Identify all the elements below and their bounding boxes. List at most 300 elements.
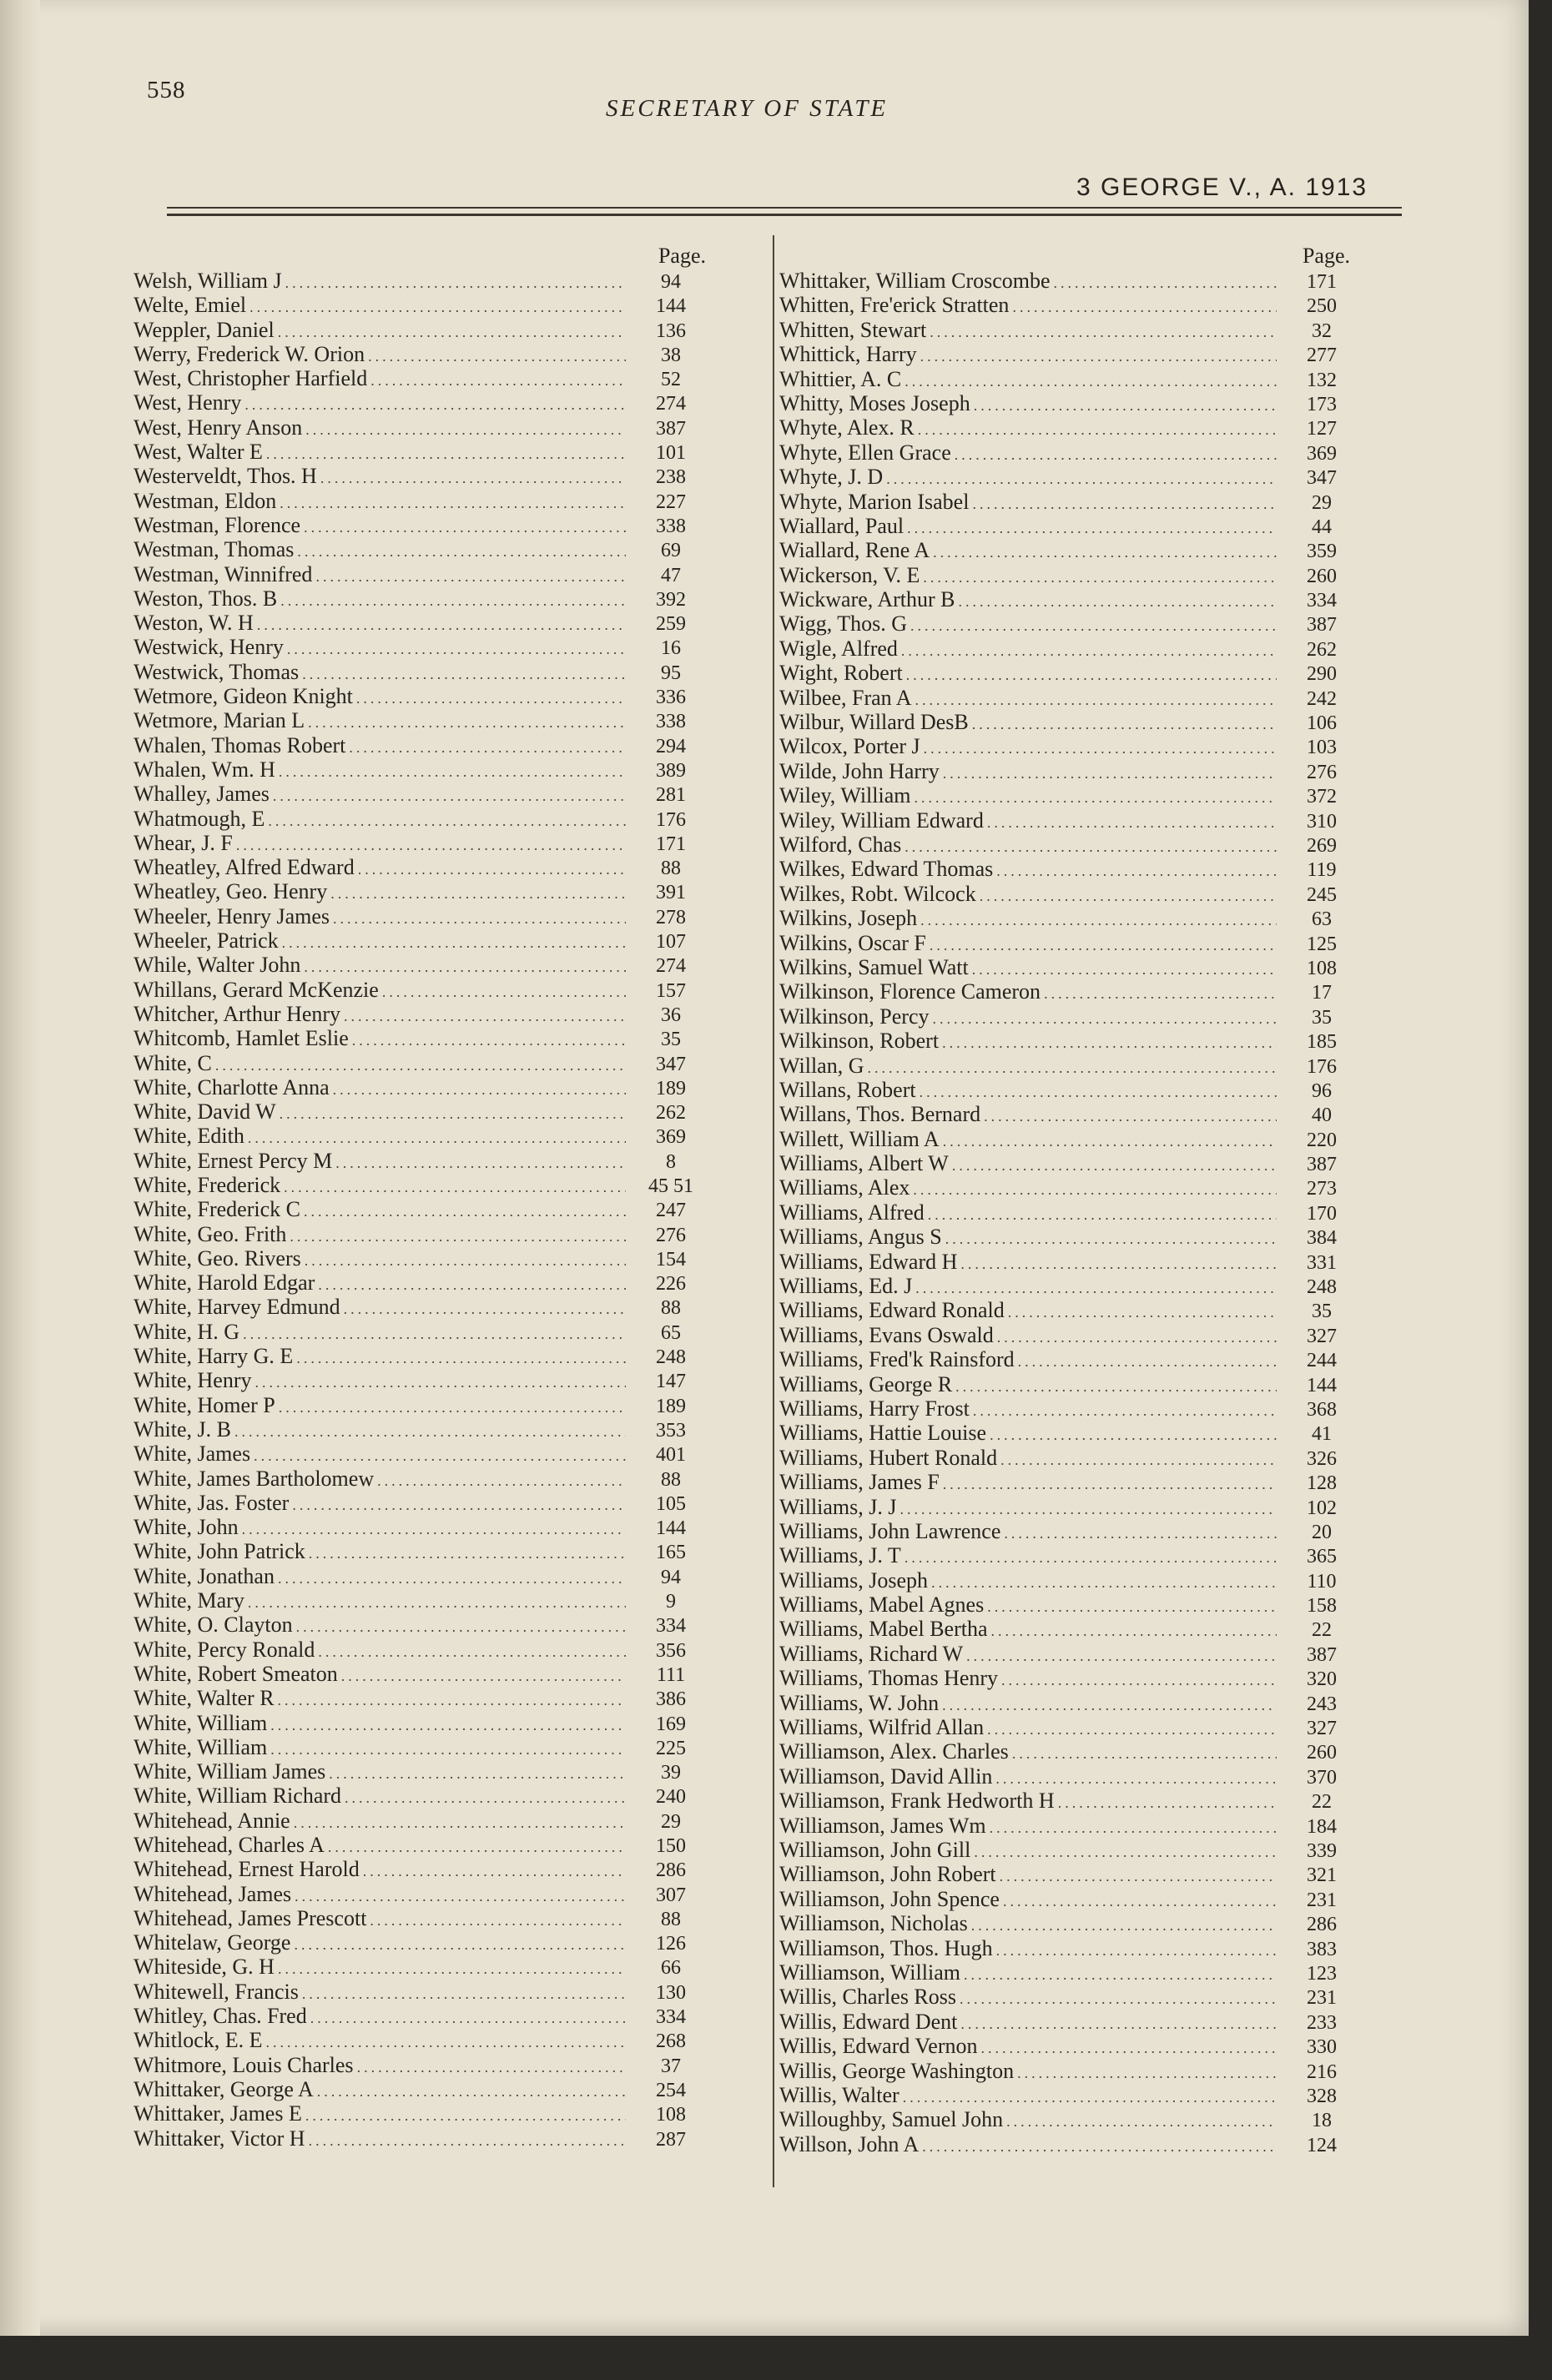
entry-name: Williams, Alfred: [779, 1200, 925, 1225]
dot-leader: [886, 467, 1277, 491]
index-entry: [134, 1368, 709, 1392]
entry-page-number: 189: [656, 1077, 686, 1099]
entry-page-number: 326: [1307, 1447, 1337, 1470]
index-entry: [779, 514, 1360, 538]
index-entry: [134, 1149, 709, 1173]
entry-name: Weppler, Daniel: [134, 317, 275, 342]
index-column-right: [779, 244, 1360, 2156]
entry-name: Whitcomb, Hamlet Eslie: [134, 1026, 349, 1051]
entry-page-number: 41: [1312, 1423, 1332, 1446]
index-entry: [134, 1906, 709, 1930]
entry-name: Whitelaw, George: [134, 1930, 291, 1955]
dot-leader: [945, 1227, 1277, 1251]
entry-page-number: 95: [661, 662, 681, 684]
entry-name: Westman, Thomas: [134, 537, 295, 562]
entry-page-number: 250: [1307, 295, 1337, 318]
index-entry: [779, 1617, 1360, 1641]
index-entry: [779, 1078, 1360, 1102]
dot-leader: [922, 2135, 1277, 2159]
dot-leader: [904, 1546, 1277, 1570]
entry-name: Wilkins, Oscar F: [779, 930, 926, 955]
entry-name: Williams, Angus S: [779, 1225, 942, 1250]
entry-name: Willis, Edward Vernon: [779, 2034, 978, 2059]
entry-name: Wilcox, Porter J: [779, 734, 920, 759]
dot-leader: [368, 345, 626, 369]
entry-page-number: 69: [661, 540, 681, 562]
index-entry: [134, 1759, 709, 1784]
dot-leader: [243, 1322, 626, 1346]
entry-name: Westwick, Henry: [134, 635, 284, 660]
dot-leader: [279, 1396, 626, 1420]
dot-leader: [266, 442, 626, 466]
dot-leader: [930, 933, 1277, 958]
entry-name: White, Edith: [134, 1124, 244, 1149]
entry-name: Willis, George Washington: [779, 2058, 1015, 2083]
dot-leader: [280, 491, 626, 516]
index-entry: [779, 465, 1360, 489]
entry-page-number: 47: [661, 564, 681, 586]
index-entry: [134, 1809, 709, 1833]
entry-name: Whitty, Moses Joseph: [779, 390, 970, 415]
entry-name: Wigle, Alfred: [779, 636, 898, 661]
index-entry: [779, 1029, 1360, 1053]
dot-leader: [278, 1957, 626, 1981]
dot-leader: [995, 1767, 1277, 1791]
entry-name: Whyte, J. D: [779, 465, 884, 490]
entry-page-number: 389: [656, 759, 686, 782]
index-entry: [134, 1222, 709, 1246]
index-entries-right: [779, 269, 1360, 2156]
index-entry: [779, 1274, 1360, 1298]
index-entry: [134, 1955, 709, 1979]
entry-name: Westman, Winnifred: [134, 561, 313, 586]
index-entry: [779, 1323, 1360, 1347]
entry-page-number: 35: [1312, 1301, 1332, 1323]
dot-leader: [1003, 1889, 1277, 1914]
entry-name: Wetmore, Marian L: [134, 708, 305, 733]
header-rule: [167, 207, 1402, 209]
entry-page-number: 9: [666, 1591, 676, 1613]
index-entry: [779, 1543, 1360, 1567]
entry-page-number: 356: [656, 1639, 686, 1662]
entry-page-number: 132: [1307, 369, 1337, 391]
dot-leader: [960, 1252, 1277, 1276]
index-entry: [779, 808, 1360, 833]
index-entry: [134, 415, 709, 440]
entry-name: Williams, Hattie Louise: [779, 1421, 987, 1446]
index-entry: [134, 318, 709, 342]
index-entry: [134, 269, 709, 293]
entry-page-number: 243: [1307, 1693, 1337, 1715]
index-entry: [779, 490, 1360, 514]
index-entry: [779, 1495, 1360, 1519]
dot-leader: [305, 2104, 626, 2128]
entry-name: Williams, Mabel Agnes: [779, 1593, 985, 1618]
dot-leader: [304, 1200, 626, 1224]
dot-leader: [287, 637, 626, 662]
index-entry: [134, 1882, 709, 1906]
entry-page-number: 372: [1307, 786, 1337, 808]
index-entry: [134, 879, 709, 903]
index-entry: [134, 1099, 709, 1124]
entry-page-number: 338: [656, 711, 686, 733]
dot-leader: [244, 393, 626, 417]
entry-page-number: 63: [1312, 908, 1332, 931]
dot-leader: [304, 955, 626, 979]
entry-page-number: 276: [1307, 761, 1337, 783]
entry-page-number: 231: [1307, 1889, 1337, 1911]
entry-name: Williams, Richard W: [779, 1641, 964, 1666]
dot-leader: [278, 1688, 626, 1713]
dot-leader: [302, 662, 626, 687]
entry-name: Whittaker, James E: [134, 2101, 302, 2126]
entry-page-number: 105: [656, 1492, 686, 1515]
entry-page-number: 353: [656, 1419, 686, 1442]
dot-leader: [923, 566, 1277, 590]
entry-name: Westman, Florence: [134, 512, 301, 537]
entry-page-number: 94: [661, 1566, 681, 1588]
entry-page-number: 307: [656, 1884, 686, 1906]
dot-leader: [330, 882, 626, 906]
index-entry: [779, 391, 1360, 415]
dot-leader: [900, 1497, 1277, 1522]
entry-page-number: 278: [656, 906, 686, 928]
entry-page-number: 338: [656, 515, 686, 537]
dot-leader: [266, 2030, 626, 2055]
entry-name: Whitehead, James Prescott: [134, 1905, 367, 1930]
index-entry: [779, 882, 1360, 906]
entry-page-number: 144: [656, 1517, 686, 1540]
dot-leader: [344, 1004, 626, 1029]
entry-page-number: 369: [656, 1126, 686, 1149]
page-number: 558: [147, 77, 186, 103]
entry-name: White, William: [134, 1734, 268, 1759]
index-entry: [134, 1051, 709, 1075]
entry-name: Wilkinson, Florence Cameron: [779, 979, 1041, 1004]
entry-page-number: 88: [661, 1908, 681, 1930]
entry-name: Williams, Fred'k Rainsford: [779, 1347, 1015, 1372]
entry-page-number: 273: [1307, 1178, 1337, 1200]
index-entry: [134, 1564, 709, 1588]
entry-page-number: 391: [656, 882, 686, 904]
index-entry: [134, 1467, 709, 1491]
dot-leader: [987, 1595, 1277, 1619]
entry-page-number: 40: [1312, 1104, 1332, 1127]
dot-leader: [991, 1619, 1277, 1643]
entry-page-number: 286: [1307, 1914, 1337, 1936]
entry-name: Willan, G: [779, 1053, 864, 1078]
entry-page-number: 22: [1312, 1619, 1332, 1642]
index-entry: [134, 1075, 709, 1099]
dot-leader: [357, 2055, 626, 2080]
dot-leader: [933, 541, 1277, 565]
dot-leader: [356, 687, 626, 711]
entry-page-number: 102: [1307, 1497, 1337, 1519]
index-entry: [134, 1784, 709, 1808]
dot-leader: [329, 1762, 626, 1786]
entry-name: Whyte, Alex. R: [779, 415, 915, 440]
entry-name: Williams, Alex: [779, 1175, 910, 1200]
index-entry: [134, 953, 709, 977]
dot-leader: [333, 1078, 626, 1102]
entry-page-number: 88: [661, 1297, 681, 1320]
dot-leader: [928, 1203, 1277, 1227]
entry-name: Wetmore, Gideon Knight: [134, 684, 353, 709]
entry-name: Williamson, John Robert: [779, 1862, 996, 1887]
entry-page-number: 22: [1312, 1791, 1332, 1814]
entry-page-number: 240: [656, 1786, 686, 1809]
index-entry: [134, 757, 709, 782]
index-entry: [134, 611, 709, 635]
entry-page-number: 101: [656, 442, 686, 465]
index-entry: [134, 2028, 709, 2052]
dot-leader: [987, 1718, 1277, 1742]
index-entry: [779, 2107, 1360, 2131]
entry-name: Williamson, John Gill: [779, 1838, 971, 1862]
index-entry: [779, 1691, 1360, 1715]
entry-page-number: 119: [1307, 859, 1337, 882]
entry-name: West, Christopher Harfield: [134, 366, 368, 391]
dot-leader: [377, 1469, 626, 1493]
index-entry: [779, 2132, 1360, 2156]
dot-leader: [920, 345, 1277, 369]
entry-name: Williams, Ed. J: [779, 1274, 913, 1299]
index-entry: [779, 587, 1360, 611]
index-entry: [134, 1735, 709, 1759]
entry-name: White, Walter R: [134, 1686, 275, 1711]
entry-name: Welsh, William J: [134, 269, 282, 293]
entry-page-number: 242: [1307, 687, 1337, 710]
header-rule-double: [167, 214, 1402, 216]
index-entry: [134, 390, 709, 415]
page-column-heading: Page.: [658, 244, 706, 268]
index-entry: [779, 1151, 1360, 1175]
entry-page-number: 130: [656, 1981, 686, 2004]
entry-page-number: 189: [656, 1395, 686, 1417]
index-entry: [134, 1662, 709, 1686]
entry-page-number: 29: [661, 1810, 681, 1833]
dot-leader: [966, 1644, 1277, 1668]
entry-name: Wheatley, Geo. Henry: [134, 879, 328, 904]
entry-name: Williams, Joseph: [779, 1567, 929, 1593]
entry-name: White, Homer P: [134, 1392, 275, 1417]
entry-page-number: 157: [656, 979, 686, 1002]
entry-name: White, William James: [134, 1759, 326, 1784]
entry-page-number: 39: [661, 1762, 681, 1784]
entry-name: White, Frederick: [134, 1172, 281, 1197]
index-entry: [134, 342, 709, 366]
index-entry: [779, 931, 1360, 955]
index-entry: [779, 1911, 1360, 1935]
entry-name: Williamson, Thos. Hugh: [779, 1935, 993, 1960]
index-entry: [134, 2126, 709, 2151]
entry-name: Wilkins, Samuel Watt: [779, 954, 969, 979]
dot-leader: [1054, 271, 1277, 295]
dot-leader: [270, 1738, 626, 1762]
dot-leader: [215, 1054, 626, 1078]
entry-page-number: 334: [656, 1615, 686, 1638]
entry-name: Williamson, Frank Hedworth H: [779, 1789, 1055, 1814]
index-entry: [779, 1250, 1360, 1274]
index-entry: [779, 783, 1360, 808]
entry-name: Wilkinson, Percy: [779, 1004, 930, 1029]
entry-name: Williams, James F: [779, 1470, 940, 1495]
index-entry: [779, 538, 1360, 562]
entry-page-number: 144: [1307, 1374, 1337, 1396]
entry-name: Williams, Wilfrid Allan: [779, 1715, 985, 1740]
index-entry: [134, 1173, 709, 1197]
dot-leader: [333, 907, 626, 931]
index-entry: [134, 1491, 709, 1515]
entry-name: Williamson, David Allin: [779, 1764, 993, 1789]
dot-leader: [249, 295, 626, 320]
entry-name: Whiteside, G. H: [134, 1955, 275, 1980]
index-entry: [779, 857, 1360, 881]
entry-page-number: 173: [1307, 393, 1337, 415]
entry-page-number: 331: [1307, 1251, 1337, 1274]
dot-leader: [1012, 295, 1277, 320]
index-entry: [779, 1568, 1360, 1593]
dot-leader: [273, 784, 626, 808]
dot-leader: [242, 1517, 626, 1542]
dot-leader: [981, 2036, 1277, 2060]
entry-name: Werry, Frederick W. Orion: [134, 341, 365, 366]
entry-name: Williams, George R: [779, 1371, 953, 1396]
dot-leader: [903, 2086, 1277, 2110]
entry-page-number: 310: [1307, 810, 1337, 833]
entry-page-number: 108: [1307, 957, 1337, 979]
index-entry: [134, 2077, 709, 2101]
entry-page-number: 387: [656, 417, 686, 440]
entry-page-number: 184: [1307, 1815, 1337, 1838]
entry-page-number: 65: [661, 1321, 681, 1344]
entry-name: Whitehead, Ernest Harold: [134, 1857, 360, 1882]
entry-page-number: 401: [656, 1444, 686, 1467]
index-entry: [134, 1002, 709, 1026]
dot-leader: [971, 1914, 1277, 1938]
entry-page-number: 225: [656, 1737, 686, 1759]
dot-leader: [268, 809, 626, 833]
entry-page-number: 36: [661, 1004, 681, 1026]
entry-name: Williams, Thomas Henry: [779, 1666, 999, 1691]
dot-leader: [913, 1178, 1277, 1202]
index-entry: [134, 2053, 709, 2077]
dot-leader: [987, 811, 1277, 835]
entry-name: Williams, Edward Ronald: [779, 1298, 1005, 1323]
entry-name: Wiallard, Paul: [779, 513, 904, 538]
entry-page-number: 245: [1307, 883, 1337, 906]
entry-name: White, William: [134, 1710, 268, 1735]
entry-name: Whear, J. F: [134, 830, 233, 855]
index-entry: [779, 710, 1360, 734]
dot-leader: [297, 540, 626, 564]
dot-leader: [972, 492, 1277, 516]
dot-leader: [960, 1987, 1277, 2011]
entry-name: White, Harry G. E: [134, 1344, 294, 1369]
dot-leader: [345, 1786, 626, 1810]
entry-page-number: 106: [1307, 712, 1337, 735]
index-entry: [779, 1715, 1360, 1739]
dot-leader: [904, 370, 1277, 394]
entry-name: Whitmore, Louis Charles: [134, 2052, 354, 2077]
entry-page-number: 369: [1307, 442, 1337, 465]
entry-page-number: 38: [661, 344, 681, 366]
index-entry: [134, 782, 709, 806]
entry-page-number: 103: [1307, 737, 1337, 759]
index-entry: [134, 1686, 709, 1710]
entry-page-number: 347: [1307, 467, 1337, 490]
index-entry: [779, 833, 1360, 857]
dot-leader: [254, 1444, 626, 1468]
dot-leader: [341, 1664, 626, 1688]
index-entry: [134, 708, 709, 732]
dot-leader: [255, 1371, 626, 1395]
index-entry: [779, 2034, 1360, 2058]
dot-leader: [318, 1640, 626, 1664]
dot-leader: [980, 884, 1277, 908]
entry-page-number: 274: [656, 393, 686, 415]
dot-leader: [910, 614, 1277, 638]
dot-leader: [990, 1423, 1277, 1447]
dot-leader: [960, 2012, 1277, 2036]
dot-leader: [382, 980, 626, 1004]
dot-leader: [349, 736, 626, 760]
entry-page-number: 154: [656, 1248, 686, 1271]
index-entry: [779, 1372, 1360, 1396]
index-entry: [134, 1833, 709, 1857]
dot-leader: [320, 466, 626, 491]
entry-page-number: 110: [1307, 1570, 1337, 1593]
entry-page-number: 386: [656, 1688, 686, 1711]
dot-leader: [868, 1056, 1277, 1080]
entry-page-number: 44: [1312, 516, 1332, 538]
entry-name: Williamson, John Spence: [779, 1886, 1000, 1911]
entry-name: White, J. B: [134, 1416, 231, 1442]
dot-leader: [1001, 1668, 1277, 1693]
dot-leader: [915, 1276, 1277, 1301]
index-entry: [134, 733, 709, 757]
dot-leader: [1004, 1522, 1277, 1546]
entry-name: Williams, W. John: [779, 1690, 940, 1715]
dot-leader: [358, 858, 626, 882]
entry-page-number: 260: [1307, 1742, 1337, 1764]
dot-leader: [1018, 1350, 1277, 1374]
entry-name: Whillans, Gerard McKenzie: [134, 977, 379, 1002]
index-entry: [134, 537, 709, 561]
index-entry: [134, 1417, 709, 1442]
entry-name: Wilbee, Fran A: [779, 685, 912, 710]
entry-name: Welte, Emiel: [134, 293, 247, 318]
dot-leader: [257, 613, 626, 637]
entry-page-number: 108: [656, 2104, 686, 2126]
entry-page-number: 259: [656, 613, 686, 636]
dot-leader: [943, 1472, 1277, 1497]
dot-leader: [972, 712, 1277, 737]
index-entry: [779, 1838, 1360, 1862]
dot-leader: [942, 1031, 1277, 1055]
entry-page-number: 248: [1307, 1276, 1337, 1299]
entry-name: Williamson, Alex. Charles: [779, 1739, 1009, 1764]
dot-leader: [308, 711, 626, 735]
entry-name: Whittier, A. C: [779, 366, 902, 391]
dot-leader: [285, 271, 626, 295]
dot-leader: [955, 443, 1277, 467]
dot-leader: [973, 1399, 1277, 1423]
entry-page-number: 248: [656, 1346, 686, 1369]
entry-page-number: 35: [1312, 1006, 1332, 1029]
index-entry: [779, 2010, 1360, 2034]
dot-leader: [292, 1493, 626, 1517]
